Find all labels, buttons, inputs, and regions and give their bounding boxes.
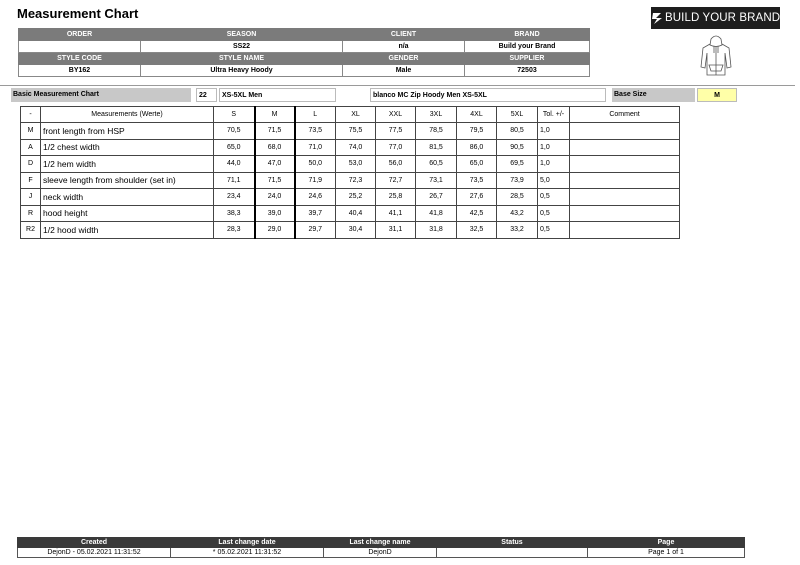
measurement-header-row (21, 107, 680, 123)
order-header: ORDER (19, 29, 141, 41)
row-measurement-name: 1/2 chest width (41, 139, 214, 156)
row-size-value: 65,0 (214, 139, 255, 156)
size-header-xl: XL (336, 107, 376, 123)
client-value: n/a (343, 41, 465, 53)
row-size-value: 47,0 (255, 156, 295, 173)
row-size-value: 71,0 (295, 139, 336, 156)
row-comment (570, 123, 680, 140)
row-comment (570, 222, 680, 239)
row-measurement-name: neck width (41, 189, 214, 206)
row-tolerance: 1,0 (538, 156, 570, 173)
last-change-date-header: Last change date (171, 538, 324, 548)
style-code-header: STYLE CODE (19, 53, 141, 65)
size-header-l: L (295, 107, 336, 123)
row-measurement-name: sleeve length from shoulder (set in) (41, 172, 214, 189)
table-row (21, 189, 680, 206)
row-size-value: 69,5 (497, 156, 538, 173)
gender-value: Male (343, 65, 465, 77)
row-tolerance: 0,5 (538, 189, 570, 206)
row-size-value: 90,5 (497, 139, 538, 156)
size-header-xxl: XXL (376, 107, 416, 123)
row-size-value: 39,0 (255, 205, 295, 222)
row-size-value: 42,5 (457, 205, 497, 222)
row-tolerance: 0,5 (538, 205, 570, 222)
hoody-sketch-icon (698, 33, 734, 79)
table-row (21, 205, 680, 222)
row-size-value: 31,8 (416, 222, 457, 239)
row-code: J (21, 189, 41, 206)
row-size-value: 28,3 (214, 222, 255, 239)
row-comment (570, 172, 680, 189)
status-header: Status (437, 538, 588, 548)
row-measurement-name: front length from HSP (41, 123, 214, 140)
base-size-value: M (697, 88, 737, 102)
table-row (21, 139, 680, 156)
row-size-value: 44,0 (214, 156, 255, 173)
section-divider (0, 85, 795, 86)
row-size-value: 25,2 (336, 189, 376, 206)
row-size-value: 24,0 (255, 189, 295, 206)
table-row (21, 123, 680, 140)
brand-header: BRAND (465, 29, 590, 41)
row-tolerance: 0,5 (538, 222, 570, 239)
row-size-value: 71,9 (295, 172, 336, 189)
code-header: - (21, 107, 41, 123)
row-tolerance: 1,0 (538, 139, 570, 156)
chart-description: blanco MC Zip Hoody Men XS-5XL (370, 88, 606, 102)
row-size-value: 68,0 (255, 139, 295, 156)
last-change-name-header: Last change name (324, 538, 437, 548)
brand-logo (651, 7, 780, 29)
table-row (21, 156, 680, 173)
table-row (21, 222, 680, 239)
row-size-value: 29,0 (255, 222, 295, 239)
size-header-s: S (214, 107, 255, 123)
row-code: A (21, 139, 41, 156)
style-name-value: Ultra Heavy Hoody (141, 65, 343, 77)
row-size-value: 80,5 (497, 123, 538, 140)
row-size-value: 24,6 (295, 189, 336, 206)
row-size-value: 73,5 (457, 172, 497, 189)
measurement-table (20, 106, 680, 239)
row-size-value: 40,4 (336, 205, 376, 222)
brand-logo-text: BUILD YOUR BRAND (665, 12, 781, 24)
chart-type-label: Basic Measurement Chart (11, 88, 191, 102)
row-size-value: 71,1 (214, 172, 255, 189)
s-logo-icon (651, 7, 665, 29)
row-size-value: 73,9 (497, 172, 538, 189)
comment-header: Comment (570, 107, 680, 123)
supplier-value: 72503 (465, 65, 590, 77)
last-change-name-value: DejonD (324, 548, 437, 558)
row-size-value: 25,8 (376, 189, 416, 206)
row-size-value: 23,4 (214, 189, 255, 206)
row-size-value: 86,0 (457, 139, 497, 156)
row-code: M (21, 123, 41, 140)
row-size-value: 39,7 (295, 205, 336, 222)
row-measurement-name: 1/2 hood width (41, 222, 214, 239)
row-size-value: 28,5 (497, 189, 538, 206)
row-size-value: 27,6 (457, 189, 497, 206)
row-size-value: 71,5 (255, 172, 295, 189)
row-size-value: 38,3 (214, 205, 255, 222)
row-size-value: 72,7 (376, 172, 416, 189)
table-row (21, 172, 680, 189)
last-change-date-value: * 05.02.2021 11:31:52 (171, 548, 324, 558)
style-name-header: STYLE NAME (141, 53, 343, 65)
row-size-value: 50,0 (295, 156, 336, 173)
row-size-value: 56,0 (376, 156, 416, 173)
row-size-value: 75,5 (336, 123, 376, 140)
season-header: SEASON (141, 29, 343, 41)
row-size-value: 73,1 (416, 172, 457, 189)
row-size-value: 41,8 (416, 205, 457, 222)
size-range: XS-5XL Men (219, 88, 336, 102)
row-size-value: 60,5 (416, 156, 457, 173)
order-value (19, 41, 141, 53)
brand-value: Build your Brand (465, 41, 590, 53)
row-size-value: 72,3 (336, 172, 376, 189)
gender-header: GENDER (343, 53, 465, 65)
created-header: Created (18, 538, 171, 548)
measurement-name-header: Measurements (Werte) (41, 107, 214, 123)
size-count: 22 (196, 88, 217, 102)
row-code: D (21, 156, 41, 173)
row-tolerance: 1,0 (538, 123, 570, 140)
client-header: CLIENT (343, 29, 465, 41)
row-comment (570, 205, 680, 222)
row-size-value: 79,5 (457, 123, 497, 140)
row-comment (570, 139, 680, 156)
row-size-value: 41,1 (376, 205, 416, 222)
row-size-value: 77,5 (376, 123, 416, 140)
row-size-value: 32,5 (457, 222, 497, 239)
row-size-value: 65,0 (457, 156, 497, 173)
row-code: F (21, 172, 41, 189)
size-header-5xl: 5XL (497, 107, 538, 123)
row-code: R (21, 205, 41, 222)
supplier-header: SUPPLIER (465, 53, 590, 65)
tolerance-header: Tol. +/- (538, 107, 570, 123)
row-size-value: 26,7 (416, 189, 457, 206)
row-size-value: 71,5 (255, 123, 295, 140)
row-size-value: 77,0 (376, 139, 416, 156)
row-size-value: 29,7 (295, 222, 336, 239)
row-size-value: 53,0 (336, 156, 376, 173)
row-measurement-name: hood height (41, 205, 214, 222)
row-size-value: 33,2 (497, 222, 538, 239)
size-header-4xl: 4XL (457, 107, 497, 123)
page-title: Measurement Chart (17, 6, 139, 21)
status-value (437, 548, 588, 558)
row-size-value: 31,1 (376, 222, 416, 239)
style-info-table (18, 28, 590, 77)
created-value: DejonD - 05.02.2021 11:31:52 (18, 548, 171, 558)
size-header-m: M (255, 107, 295, 123)
row-size-value: 78,5 (416, 123, 457, 140)
row-comment (570, 156, 680, 173)
footer-table (17, 537, 745, 558)
row-size-value: 73,5 (295, 123, 336, 140)
row-size-value: 74,0 (336, 139, 376, 156)
row-comment (570, 189, 680, 206)
row-size-value: 81,5 (416, 139, 457, 156)
row-measurement-name: 1/2 hem width (41, 156, 214, 173)
row-size-value: 43,2 (497, 205, 538, 222)
page-header: Page (588, 538, 745, 548)
season-value: SS22 (141, 41, 343, 53)
row-size-value: 70,5 (214, 123, 255, 140)
base-size-label: Base Size (612, 88, 695, 102)
size-header-3xl: 3XL (416, 107, 457, 123)
page-value: Page 1 of 1 (588, 548, 745, 558)
row-tolerance: 5,0 (538, 172, 570, 189)
row-size-value: 30,4 (336, 222, 376, 239)
row-code: R2 (21, 222, 41, 239)
style-code-value: BY162 (19, 65, 141, 77)
